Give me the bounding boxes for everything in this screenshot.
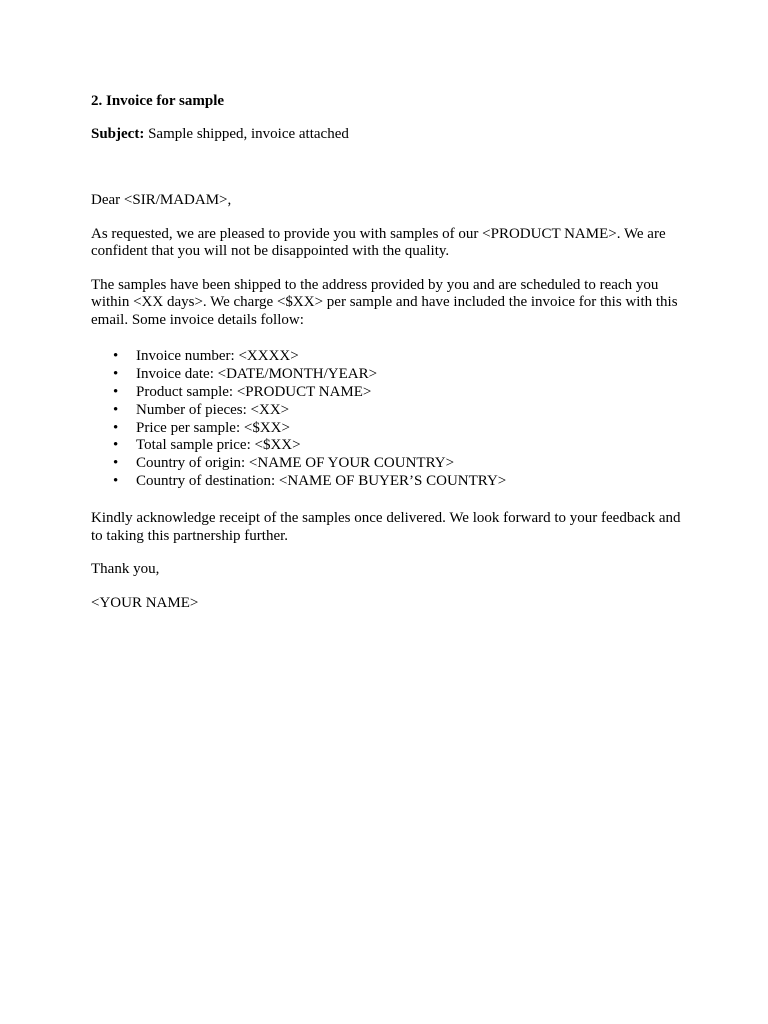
paragraph-request: As requested, we are pleased to provide you with samples of our <PRODUCT NAME>. We are confident that you will not be disappointed with the quality. bbox=[91, 225, 666, 259]
list-item-text: Country of destination: <NAME OF BUYER’S COUNTRY> bbox=[136, 473, 507, 490]
list-item bbox=[91, 348, 681, 366]
bullet-icon: • bbox=[113, 473, 119, 490]
bullet-icon: • bbox=[113, 455, 119, 472]
list-item bbox=[91, 455, 681, 473]
bullet-icon: • bbox=[113, 348, 119, 364]
paragraph-acknowledge: Kindly acknowledge receipt of the samples once delivered. We look forward to your feedback and to taking this partnership further. bbox=[91, 510, 681, 544]
signature: <YOUR NAME> bbox=[91, 594, 199, 611]
document-body bbox=[91, 93, 681, 612]
salutation: Dear <SIR/MADAM>, bbox=[91, 192, 232, 208]
list-item bbox=[91, 402, 681, 420]
invoice-details-list bbox=[91, 348, 681, 491]
bullet-icon: • bbox=[113, 383, 119, 400]
subject-label: Subject: bbox=[91, 125, 145, 142]
list-item-text: Invoice date: <DATE/MONTH/YEAR> bbox=[136, 365, 378, 382]
list-item bbox=[91, 366, 681, 384]
list-item bbox=[91, 473, 681, 491]
bullet-icon: • bbox=[113, 419, 119, 436]
list-item bbox=[91, 420, 681, 438]
paragraph-shipping: The samples have been shipped to the address provided by you and are scheduled to reach you within <XX days>. We charge <$XX> per sample and have included the invoice for this with this email. Some invoice details follow: bbox=[91, 276, 678, 328]
list-item-text: Price per sample: <$XX> bbox=[136, 419, 290, 436]
list-item-text: Product sample: <PRODUCT NAME> bbox=[136, 383, 372, 400]
list-item bbox=[91, 437, 681, 455]
list-item bbox=[91, 384, 681, 402]
closing: Thank you, bbox=[91, 561, 160, 578]
list-item-text: Country of origin: <NAME OF YOUR COUNTRY> bbox=[136, 455, 455, 472]
document-heading: 2. Invoice for sample bbox=[91, 93, 225, 109]
subject-text: Sample shipped, invoice attached bbox=[144, 125, 349, 142]
bullet-icon: • bbox=[113, 365, 119, 382]
list-item-text: Total sample price: <$XX> bbox=[136, 437, 301, 454]
bullet-icon: • bbox=[113, 437, 119, 454]
list-item-text: Number of pieces: <XX> bbox=[136, 401, 290, 418]
subject-line bbox=[91, 126, 681, 144]
bullet-icon: • bbox=[113, 401, 119, 418]
list-item-text: Invoice number: <XXXX> bbox=[136, 348, 299, 364]
